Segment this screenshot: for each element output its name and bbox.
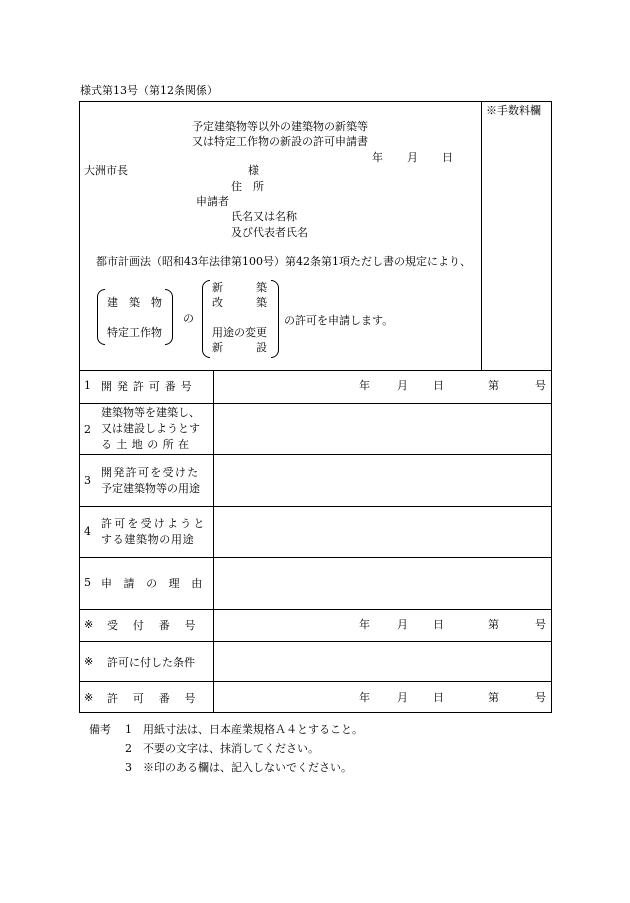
permit-month: 月 <box>397 691 408 704</box>
date-month: 月 <box>407 151 418 164</box>
row-4-label <box>101 516 207 548</box>
date-day: 日 <box>442 151 453 164</box>
address-label: 住 所 <box>231 180 264 193</box>
row-5-label: 申請の理由 <box>101 577 214 590</box>
row-permit-label: 許可番号 <box>107 692 211 705</box>
choice-building: 建 築 物 <box>107 296 162 309</box>
row-2-label-line: 建築物等を建築し、 <box>101 406 200 419</box>
table-column-divider <box>213 370 214 713</box>
note-2-text: 不要の文字は、抹消してください。 <box>143 742 319 755</box>
row-1-year: 年 <box>359 379 370 392</box>
row-divider <box>79 681 552 682</box>
row-divider <box>79 403 552 404</box>
receipt-go: 号 <box>535 618 546 631</box>
row-2-label-line: る土地の所在 <box>101 437 194 451</box>
receipt-month: 月 <box>397 618 408 631</box>
row-3-label-line: 予定建築物等の用途 <box>101 481 200 495</box>
row-1-label: 開発許可番号 <box>101 380 197 393</box>
notes-heading: 備考 <box>89 723 111 736</box>
choice-new-install: 新 設 <box>212 341 267 354</box>
row-5-number: 5 <box>84 576 91 589</box>
name-label: 氏名又は名称 <box>231 210 297 223</box>
title-line1: 予定建築物等以外の建築物の新築等 <box>192 120 368 133</box>
choice-specified-structure: 特定工作物 <box>107 326 162 339</box>
row-receipt-label: 受付番号 <box>107 619 211 632</box>
receipt-day: 日 <box>433 618 444 631</box>
row-1-go: 号 <box>535 379 546 392</box>
fee-box-label: ※手数料欄 <box>486 104 541 117</box>
row-conditions-mark: ※ <box>84 655 94 668</box>
addressee: 大洲市長 <box>84 164 128 177</box>
date-year: 年 <box>372 151 383 164</box>
note-3-number: 3 <box>125 761 132 774</box>
note-3-text: ※印のある欄は、記入しないでください。 <box>143 761 352 774</box>
row-2-label <box>101 405 200 453</box>
permit-year: 年 <box>359 691 370 704</box>
row-3-label-line: 開発許可を受けた <box>101 466 200 479</box>
choice-rebuild: 改 築 <box>212 296 267 309</box>
form-code: 様式第13号（第12条関係） <box>80 84 218 97</box>
bracket-b-right <box>271 280 279 358</box>
bracket-b-left <box>202 280 210 358</box>
permit-dai: 第 <box>488 691 499 704</box>
request-text: の許可を申請します。 <box>284 314 394 327</box>
row-1-number: 1 <box>84 379 91 392</box>
row-divider <box>79 454 552 455</box>
applicant-label: 申請者 <box>196 195 229 208</box>
row-4-number: 4 <box>84 525 91 538</box>
connector-no: の <box>183 312 194 325</box>
receipt-dai: 第 <box>488 618 499 631</box>
receipt-year: 年 <box>359 618 370 631</box>
permit-go: 号 <box>535 691 546 704</box>
row-4-label-line: する建築物の用途 <box>101 532 195 546</box>
row-2-number: 2 <box>84 423 91 436</box>
law-text: 都市計画法（昭和43年法律第100号）第42条第1項ただし書の規定により、 <box>96 255 471 268</box>
fee-divider <box>481 101 482 370</box>
row-conditions-label: 許可に付した条件 <box>107 656 195 669</box>
row-3-number: 3 <box>84 474 91 487</box>
note-1-text: 用紙寸法は、日本産業規格Ａ４とすること。 <box>143 723 363 736</box>
row-2-label-line: 又は建設しようとす <box>101 421 200 435</box>
row-permit-mark: ※ <box>84 691 94 704</box>
bracket-a-right <box>165 289 173 345</box>
choice-new-build: 新 築 <box>212 281 267 294</box>
choice-use-change: 用途の変更 <box>212 326 267 339</box>
row-divider <box>79 641 552 642</box>
note-2-number: 2 <box>125 742 132 755</box>
row-divider <box>79 609 552 610</box>
row-divider <box>79 506 552 507</box>
representative-label: 及び代表者氏名 <box>231 226 308 239</box>
title-line2: 又は特定工作物の新設の許可申請書 <box>192 135 368 148</box>
row-4-label-line: 許可を受けようと <box>101 517 207 530</box>
bracket-a-left <box>97 289 105 345</box>
permit-day: 日 <box>433 691 444 704</box>
row-3-label <box>101 465 200 497</box>
row-divider <box>79 557 552 558</box>
row-1-month: 月 <box>397 379 408 392</box>
note-1-number: 1 <box>125 723 132 736</box>
honorific: 様 <box>248 164 259 177</box>
row-receipt-mark: ※ <box>84 618 94 631</box>
row-1-dai: 第 <box>488 379 499 392</box>
row-1-day: 日 <box>433 379 444 392</box>
